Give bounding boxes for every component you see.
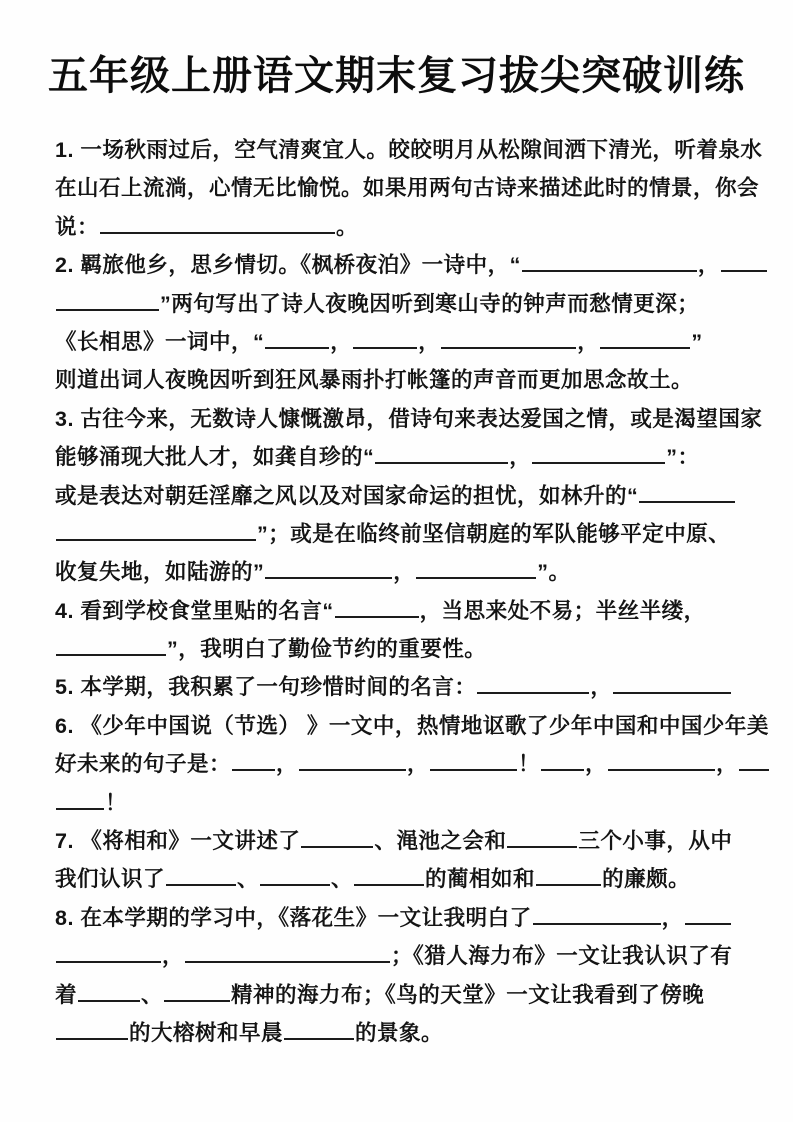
- fill-in-blank: [100, 228, 335, 234]
- text-run: 的景象。: [355, 1020, 444, 1045]
- question-4-line-1: [55, 592, 753, 630]
- text-run: ”，我明白了勤俭节约的重要性。: [167, 637, 487, 662]
- question-8-line-1: [55, 899, 753, 937]
- fill-in-blank: [56, 650, 166, 656]
- text-run: 精神的海力布；《鸟的天堂》一文让我看到了傍晚: [231, 982, 705, 1007]
- question-2-line-2: [55, 285, 753, 323]
- question-6-line-1: [55, 707, 769, 745]
- fill-in-blank: [536, 880, 601, 886]
- text-run: 三个小事，从中: [578, 829, 733, 854]
- fill-in-blank: [600, 343, 690, 349]
- text-run: 。: [336, 214, 359, 239]
- text-run: ！: [105, 790, 128, 815]
- question-1-line-1: [55, 131, 763, 169]
- question-5-line-1: [55, 668, 753, 706]
- question-2-line-4: [55, 361, 753, 399]
- fill-in-blank: [56, 535, 256, 541]
- fill-in-blank: [56, 305, 159, 311]
- text-run: 5. 本学期，我积累了一句珍惜时间的名言：: [55, 675, 477, 700]
- question-2-line-1: [55, 246, 753, 284]
- question-3: [55, 400, 763, 592]
- question-list: [55, 131, 769, 1052]
- fill-in-blank: [353, 343, 417, 349]
- text-run: 3. 古往今来，无数诗人慷慨激昂，借诗句来表达爱国之情，或是渴望国家: [55, 406, 763, 431]
- question-4: [55, 592, 753, 669]
- fill-in-blank: [639, 497, 735, 503]
- fill-in-blank: [721, 266, 767, 272]
- fill-in-blank: [608, 765, 715, 771]
- text-run: ！: [518, 752, 541, 777]
- question-6-line-3: [55, 784, 753, 822]
- text-run: 则道出词人夜晚因听到狂风暴雨扑打帐篷的声音而更加思念故土。: [55, 368, 694, 393]
- text-run: 6. 《少年中国说（节选） 》一文中，热情地讴歌了少年中国和中国少年美: [55, 713, 769, 738]
- text-run: ”：: [666, 445, 700, 470]
- question-3-line-2: [55, 438, 753, 476]
- fill-in-blank: [613, 688, 731, 694]
- fill-in-blank: [265, 343, 329, 349]
- text-run: ，: [590, 675, 613, 700]
- text-run: 在山石上流淌，心情无比愉悦。如果用两句古诗来描述此时的情景，你会: [55, 176, 760, 201]
- fill-in-blank: [375, 458, 508, 464]
- fill-in-blank: [56, 1034, 128, 1040]
- text-run: ”。: [537, 560, 571, 585]
- fill-in-blank: [232, 765, 275, 771]
- fill-in-blank: [477, 688, 589, 694]
- question-7-line-1: [55, 822, 753, 860]
- fill-in-blank: [739, 765, 769, 771]
- text-run: 2. 羁旅他乡，思乡情切。《枫桥夜泊》一诗中，“: [55, 253, 521, 278]
- text-run: 或是表达对朝廷淫靡之风以及对国家命运的担忧，如林升的“: [55, 483, 639, 508]
- fill-in-blank: [78, 996, 140, 1002]
- fill-in-blank: [335, 612, 419, 618]
- question-7: [55, 822, 753, 899]
- text-run: 、: [331, 867, 354, 892]
- text-run: 的蔺相如和: [425, 867, 536, 892]
- text-run: ，: [276, 752, 299, 777]
- text-run: ，: [661, 905, 684, 930]
- text-run: ”；或是在临终前坚信朝庭的军队能够平定中原、: [257, 521, 731, 546]
- text-run: 4. 看到学校食堂里贴的名言“: [55, 598, 334, 623]
- text-run: 、: [237, 867, 260, 892]
- question-3-line-4: [55, 515, 753, 553]
- fill-in-blank: [260, 880, 330, 886]
- text-run: ，: [585, 752, 608, 777]
- question-6: [55, 707, 769, 822]
- question-2-line-3: [55, 323, 753, 361]
- question-3-line-3: [55, 477, 753, 515]
- fill-in-blank: [265, 573, 392, 579]
- text-run: ，: [697, 253, 720, 278]
- text-run: 我们认识了: [55, 867, 166, 892]
- text-run: ，: [418, 329, 441, 354]
- text-run: 着: [55, 982, 78, 1007]
- fill-in-blank: [56, 957, 161, 963]
- fill-in-blank: [541, 765, 584, 771]
- text-run: ，: [393, 560, 416, 585]
- text-run: ；《猎人海力布》一文让我认识了有: [391, 944, 733, 969]
- text-run: 1. 一场秋雨过后，空气清爽宜人。皎皎明月从松隙间洒下清光，听着泉水: [55, 138, 763, 162]
- text-run: ，: [509, 445, 532, 470]
- question-6-line-2: [55, 745, 753, 783]
- fill-in-blank: [507, 842, 577, 848]
- fill-in-blank: [441, 343, 576, 349]
- fill-in-blank: [354, 880, 424, 886]
- text-run: 收复失地，如陆游的”: [55, 560, 265, 585]
- question-7-line-2: [55, 860, 753, 898]
- question-8-line-4: [55, 1014, 753, 1052]
- text-run: ”两句写出了诗人夜晚因听到寒山寺的钟声而愁情更深；: [160, 291, 700, 316]
- fill-in-blank: [284, 1034, 354, 1040]
- text-run: 7. 《将相和》一文讲述了: [55, 829, 301, 854]
- question-3-line-5: [55, 553, 753, 591]
- question-2: [55, 246, 753, 400]
- text-run: ”: [691, 329, 703, 354]
- text-run: ，当思来处不易；半丝半缕，: [419, 598, 706, 623]
- question-1-line-3: [55, 208, 753, 246]
- text-run: ，: [330, 329, 353, 354]
- question-8: [55, 899, 753, 1053]
- text-run: 、: [141, 982, 164, 1007]
- question-4-line-2: [55, 630, 753, 668]
- fill-in-blank: [56, 804, 104, 810]
- text-run: ，: [716, 752, 739, 777]
- text-run: 8. 在本学期的学习中，《落花生》一文让我明白了: [55, 905, 532, 930]
- question-5: [55, 668, 753, 706]
- text-run: ，: [577, 329, 600, 354]
- text-run: ，: [162, 944, 185, 969]
- text-run: 能够涌现大批人才，如龚自珍的“: [55, 445, 375, 470]
- question-3-line-1: [55, 400, 763, 438]
- text-run: 、渑池之会和: [374, 829, 507, 854]
- fill-in-blank: [685, 919, 731, 925]
- fill-in-blank: [522, 266, 697, 272]
- fill-in-blank: [185, 957, 390, 963]
- text-run: 好未来的句子是：: [55, 752, 232, 777]
- text-run: ，: [407, 752, 430, 777]
- text-run: 的大榕树和早晨: [129, 1020, 284, 1045]
- question-1-line-2: [55, 169, 760, 207]
- question-8-line-2: [55, 937, 753, 975]
- fill-in-blank: [532, 458, 665, 464]
- text-run: 《长相思》一词中，“: [55, 329, 265, 354]
- fill-in-blank: [299, 765, 406, 771]
- fill-in-blank: [533, 919, 661, 925]
- text-run: 的廉颇。: [602, 867, 691, 892]
- question-8-line-3: [55, 976, 753, 1014]
- page-title: 五年级上册语文期末复习拔尖突破训练: [48, 54, 745, 98]
- question-1: [55, 131, 763, 246]
- fill-in-blank: [430, 765, 517, 771]
- fill-in-blank: [164, 996, 230, 1002]
- fill-in-blank: [301, 842, 373, 848]
- text-run: 说：: [55, 214, 100, 239]
- fill-in-blank: [166, 880, 236, 886]
- fill-in-blank: [416, 573, 536, 579]
